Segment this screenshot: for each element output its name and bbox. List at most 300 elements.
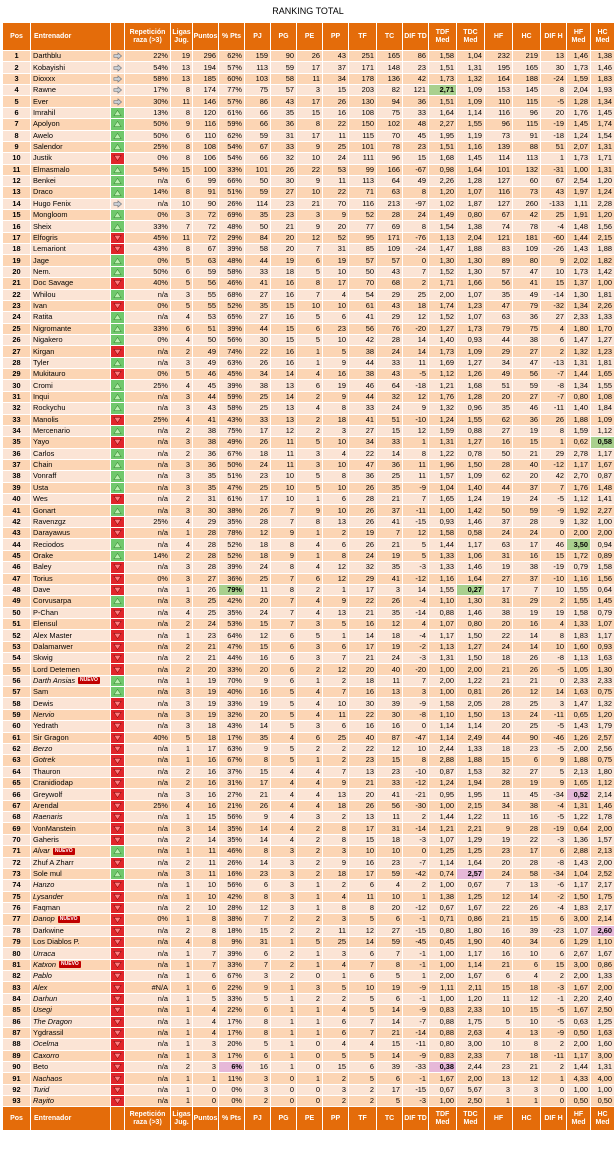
- cell-15: 1,24: [457, 494, 485, 505]
- cell-3: n/a: [125, 743, 171, 754]
- table-footer-header: [3, 1107, 615, 1131]
- header-col-6: % Pts: [219, 23, 245, 51]
- cell-5: 8: [193, 925, 219, 936]
- cell-12: 59: [377, 868, 403, 879]
- cell-8: 36: [271, 119, 297, 130]
- cell-14: 1,96: [429, 459, 457, 470]
- coach-name: Sole mul: [33, 869, 62, 879]
- cell-8: 90: [271, 51, 297, 62]
- cell-8: 5: [271, 755, 297, 766]
- cell-18: -8: [541, 653, 567, 664]
- cell-8: 6: [271, 641, 297, 652]
- cell-0: 28: [3, 357, 31, 368]
- cell-20: 1,24: [591, 187, 615, 198]
- cell-18: 9: [541, 255, 567, 266]
- table-row: [3, 573, 615, 584]
- cell-17: 19: [513, 425, 541, 436]
- cell-8: 15: [271, 323, 297, 334]
- table-row: [3, 891, 615, 902]
- cell-19: 1,48: [567, 221, 591, 232]
- cell-10: 5: [323, 982, 349, 993]
- cell-12: 102: [377, 119, 403, 130]
- cell-4: 3: [171, 721, 193, 732]
- cell-13: -11: [403, 1039, 429, 1050]
- trend-up-arrow-icon: [111, 868, 125, 879]
- cell-10: 3: [323, 914, 349, 925]
- cell-8: 27: [271, 187, 297, 198]
- cell-20: 1,88: [591, 244, 615, 255]
- coach-name: Tyler: [33, 357, 50, 367]
- cell-18: 2: [541, 596, 567, 607]
- cell-10: 19: [323, 380, 349, 391]
- cell-7: 21: [245, 789, 271, 800]
- cell-17: 45: [513, 789, 541, 800]
- cell-13: -1: [403, 914, 429, 925]
- cell-9: 3: [297, 85, 323, 96]
- cell-8: 5: [271, 721, 297, 732]
- cell-18: -5: [541, 721, 567, 732]
- trend-down-arrow-icon: [111, 721, 125, 732]
- cell-5: 35: [193, 482, 219, 493]
- cell-16: 32: [485, 766, 513, 777]
- cell-12: 75: [377, 107, 403, 118]
- cell-19: 3,50: [567, 539, 591, 550]
- cell-7: 31: [245, 937, 271, 948]
- cell-1: [31, 766, 111, 777]
- cell-15: 1,67: [457, 902, 485, 913]
- cell-4: 2: [171, 641, 193, 652]
- cell-7: 12: [245, 630, 271, 641]
- cell-0: 30: [3, 380, 31, 391]
- cell-14: 0,74: [429, 868, 457, 879]
- cell-6: 60%: [219, 73, 245, 84]
- cell-14: 1,76: [429, 391, 457, 402]
- cell-8: 19: [271, 255, 297, 266]
- cell-19: 1,83: [567, 630, 591, 641]
- cell-11: 22: [349, 743, 377, 754]
- cell-20: 1,56: [591, 573, 615, 584]
- coach-name: Torius: [33, 573, 53, 583]
- cell-14: 1,71: [429, 278, 457, 289]
- cell-4: 1: [171, 584, 193, 595]
- cell-8: 14: [271, 391, 297, 402]
- cell-4: 3: [171, 505, 193, 516]
- cell-7: 14: [245, 857, 271, 868]
- cell-4: 2: [171, 902, 193, 913]
- cell-14: 0,45: [429, 937, 457, 948]
- cell-15: 1,27: [457, 641, 485, 652]
- cell-3: 17%: [125, 85, 171, 96]
- cell-15: 2,11: [457, 982, 485, 993]
- trend-down-arrow-icon: [111, 891, 125, 902]
- cell-12: 56: [377, 800, 403, 811]
- cell-7: 27: [245, 312, 271, 323]
- cell-8: 7: [271, 618, 297, 629]
- page-title: RANKING TOTAL: [272, 6, 344, 16]
- cell-4: 8: [171, 153, 193, 164]
- cell-16: 63: [485, 539, 513, 550]
- cell-1: [31, 846, 111, 857]
- cell-11: 36: [349, 471, 377, 482]
- cell-9: 0: [297, 1084, 323, 1095]
- cell-18: 7: [541, 482, 567, 493]
- cell-5: 10: [193, 880, 219, 891]
- cell-20: 1,60: [591, 1039, 615, 1050]
- cell-12: 7: [377, 948, 403, 959]
- cell-16: 19: [485, 834, 513, 845]
- cell-14: 1,00: [429, 1096, 457, 1107]
- cell-14: 1,00: [429, 948, 457, 959]
- cell-5: 51: [193, 323, 219, 334]
- trend-right-arrow-icon: [111, 85, 125, 96]
- cell-5: 100: [193, 164, 219, 175]
- cell-11: 12: [349, 925, 377, 936]
- cell-0: 60: [3, 721, 31, 732]
- cell-18: 8: [541, 425, 567, 436]
- cell-17: 14: [513, 630, 541, 641]
- footer-col-16: HF: [485, 1107, 513, 1131]
- cell-20: 1,75: [591, 891, 615, 902]
- cell-4: 3: [171, 596, 193, 607]
- cell-6: 51%: [219, 187, 245, 198]
- cell-16: 35: [485, 403, 513, 414]
- cell-11: 17: [349, 823, 377, 834]
- cell-4: 3: [171, 289, 193, 300]
- table-row: [3, 312, 615, 323]
- coach-name: Mercenario: [33, 426, 70, 436]
- cell-15: 1,50: [457, 709, 485, 720]
- cell-12: 64: [377, 380, 403, 391]
- trend-up-arrow-icon: [111, 459, 125, 470]
- cell-10: 4: [323, 448, 349, 459]
- cell-19: 2,00: [567, 971, 591, 982]
- cell-1: [31, 51, 111, 62]
- cell-1: [31, 221, 111, 232]
- cell-6: 35%: [219, 516, 245, 527]
- cell-18: -46: [541, 732, 567, 743]
- cell-19: 1,44: [567, 232, 591, 243]
- cell-17: 8: [513, 1039, 541, 1050]
- cell-13: 9: [403, 403, 429, 414]
- cell-19: 2,78: [567, 448, 591, 459]
- cell-19: 1,43: [567, 244, 591, 255]
- cell-18: 2: [541, 346, 567, 357]
- cell-14: 1,00: [429, 505, 457, 516]
- table-row: [3, 425, 615, 436]
- cell-1: [31, 675, 111, 686]
- cell-12: 109: [377, 244, 403, 255]
- cell-9: 4: [297, 800, 323, 811]
- cell-1: [31, 584, 111, 595]
- trend-down-arrow-icon: [111, 902, 125, 913]
- cell-17: 260: [513, 198, 541, 209]
- cell-10: 18: [323, 868, 349, 879]
- cell-11: 251: [349, 51, 377, 62]
- cell-14: 0,93: [429, 516, 457, 527]
- cell-13: -10: [403, 414, 429, 425]
- cell-16: 20: [485, 857, 513, 868]
- cell-14: 1,24: [429, 778, 457, 789]
- cell-4: 1: [171, 880, 193, 891]
- cell-6: 6%: [219, 1061, 245, 1072]
- cell-11: 5: [349, 914, 377, 925]
- cell-17: 219: [513, 51, 541, 62]
- cell-12: 24: [377, 346, 403, 357]
- cell-14: 2,44: [429, 743, 457, 754]
- cell-10: 2: [323, 812, 349, 823]
- cell-6: 48%: [219, 255, 245, 266]
- cell-18: -9: [541, 1027, 567, 1038]
- cell-5: 36: [193, 448, 219, 459]
- cell-1: [31, 266, 111, 277]
- cell-18: -34: [541, 868, 567, 879]
- cell-3: 50%: [125, 130, 171, 141]
- cell-16: 20: [485, 391, 513, 402]
- cell-13: 14: [403, 334, 429, 345]
- trend-down-arrow-icon: [111, 562, 125, 573]
- footer-col-10: PP: [323, 1107, 349, 1131]
- cell-14: 1,21: [429, 823, 457, 834]
- cell-13: 24: [403, 210, 429, 221]
- table-row: [3, 164, 615, 175]
- cell-4: 2: [171, 494, 193, 505]
- cell-7: 8: [245, 846, 271, 857]
- cell-3: n/a: [125, 562, 171, 573]
- cell-0: 6: [3, 107, 31, 118]
- cell-7: 86: [245, 96, 271, 107]
- trend-up-arrow-icon: [111, 289, 125, 300]
- cell-8: 11: [271, 437, 297, 448]
- cell-8: 1: [271, 1027, 297, 1038]
- cell-3: n/a: [125, 857, 171, 868]
- cell-20: 1,78: [591, 812, 615, 823]
- cell-13: 8: [403, 755, 429, 766]
- cell-4: 4: [171, 539, 193, 550]
- cell-8: 2: [271, 914, 297, 925]
- cell-6: 35%: [219, 823, 245, 834]
- cell-8: 13: [271, 403, 297, 414]
- cell-6: 67%: [219, 448, 245, 459]
- cell-17: 34: [513, 937, 541, 948]
- cell-10: 25: [323, 141, 349, 152]
- cell-7: 24: [245, 459, 271, 470]
- cell-20: 1,41: [591, 494, 615, 505]
- cell-20: 0,75: [591, 687, 615, 698]
- cell-20: 1,34: [591, 96, 615, 107]
- cell-5: 50: [193, 334, 219, 345]
- cell-8: 14: [271, 369, 297, 380]
- cell-13: 49: [403, 175, 429, 186]
- cell-18: -5: [541, 1016, 567, 1027]
- coach-name: Sheix: [33, 221, 52, 231]
- cell-11: 47: [349, 459, 377, 470]
- new-badge: NUEVO: [80, 677, 98, 684]
- cell-17: 40: [513, 459, 541, 470]
- cell-6: 56%: [219, 812, 245, 823]
- coach-name: Corvusarpa: [33, 596, 72, 606]
- cell-0: 85: [3, 1005, 31, 1016]
- cell-14: 1,33: [429, 562, 457, 573]
- cell-7: 8: [245, 891, 271, 902]
- cell-1: [31, 982, 111, 993]
- cell-8: 11: [271, 448, 297, 459]
- cell-11: 101: [349, 141, 377, 152]
- cell-15: 2,63: [457, 1027, 485, 1038]
- cell-13: 1: [403, 437, 429, 448]
- cell-5: 23: [193, 630, 219, 641]
- trend-down-arrow-icon: [111, 732, 125, 743]
- cell-18: 9: [541, 778, 567, 789]
- cell-7: 26: [245, 437, 271, 448]
- cell-4: 1: [171, 1050, 193, 1061]
- cell-5: 110: [193, 130, 219, 141]
- header-col-10: PP: [323, 23, 349, 51]
- trend-up-arrow-icon: [111, 312, 125, 323]
- cell-13: 12: [403, 528, 429, 539]
- cell-1: [31, 596, 111, 607]
- cell-18: -31: [541, 164, 567, 175]
- cell-14: 1,13: [429, 641, 457, 652]
- cell-13: -9: [403, 698, 429, 709]
- cell-13: 0: [403, 255, 429, 266]
- cell-4: 1: [171, 891, 193, 902]
- cell-8: 0: [271, 1084, 297, 1095]
- cell-17: 17: [513, 539, 541, 550]
- cell-17: 79: [513, 300, 541, 311]
- cell-8: 3: [271, 857, 297, 868]
- cell-1: [31, 73, 111, 84]
- cell-13: 23: [403, 62, 429, 73]
- cell-16: 116: [485, 107, 513, 118]
- cell-7: 6: [245, 1005, 271, 1016]
- cell-16: 121: [485, 232, 513, 243]
- cell-9: 9: [297, 221, 323, 232]
- cell-8: 3: [271, 891, 297, 902]
- cell-6: 43%: [219, 414, 245, 425]
- cell-3: n/a: [125, 755, 171, 766]
- cell-0: 80: [3, 948, 31, 959]
- cell-5: 21: [193, 653, 219, 664]
- cell-0: 71: [3, 846, 31, 857]
- cell-11: 8: [349, 902, 377, 913]
- cell-9: 3: [297, 721, 323, 732]
- coach-name: Elfogris: [33, 232, 58, 242]
- cell-3: 14%: [125, 550, 171, 561]
- cell-6: 51%: [219, 471, 245, 482]
- cell-15: 1,31: [457, 62, 485, 73]
- footer-col-8: PG: [271, 1107, 297, 1131]
- cell-1: [31, 868, 111, 879]
- cell-0: 53: [3, 641, 31, 652]
- trend-down-arrow-icon: [111, 834, 125, 845]
- cell-19: 4,33: [567, 1073, 591, 1084]
- cell-15: 1,30: [457, 596, 485, 607]
- cell-11: 6: [349, 880, 377, 891]
- cell-10: 7: [323, 653, 349, 664]
- cell-7: 9: [245, 982, 271, 993]
- cell-18: 6: [541, 334, 567, 345]
- cell-6: 74%: [219, 346, 245, 357]
- cell-10: 2: [323, 1073, 349, 1084]
- cell-10: 31: [323, 244, 349, 255]
- coach-name: Greywolf: [33, 789, 63, 799]
- cell-6: 43%: [219, 721, 245, 732]
- cell-3: n/a: [125, 1050, 171, 1061]
- cell-3: n/a: [125, 675, 171, 686]
- cell-0: 78: [3, 925, 31, 936]
- cell-6: 58%: [219, 403, 245, 414]
- cell-9: 6: [297, 380, 323, 391]
- table-row: [3, 1084, 615, 1095]
- cell-16: 83: [485, 244, 513, 255]
- cell-3: n/a: [125, 403, 171, 414]
- cell-5: 16: [193, 755, 219, 766]
- cell-18: 10: [541, 584, 567, 595]
- cell-15: 2,21: [457, 823, 485, 834]
- trend-down-arrow-icon: [111, 914, 125, 925]
- cell-17: 41: [513, 278, 541, 289]
- table-row: [3, 914, 615, 925]
- cell-4: 4: [171, 312, 193, 323]
- cell-12: 32: [377, 391, 403, 402]
- cell-11: 41: [349, 414, 377, 425]
- cell-14: 0,67: [429, 902, 457, 913]
- cell-10: 13: [323, 789, 349, 800]
- trend-up-arrow-icon: [111, 471, 125, 482]
- cell-17: 91: [513, 130, 541, 141]
- cell-14: 2,00: [429, 289, 457, 300]
- trend-down-arrow-icon: [111, 300, 125, 311]
- table-row: [3, 346, 615, 357]
- cell-11: 54: [349, 289, 377, 300]
- cell-16: 16: [485, 948, 513, 959]
- cell-12: 28: [377, 210, 403, 221]
- cell-14: 1,07: [429, 834, 457, 845]
- table-row: [3, 1005, 615, 1016]
- cell-12: 165: [377, 51, 403, 62]
- cell-16: 7: [485, 1050, 513, 1061]
- cell-6: 39%: [219, 380, 245, 391]
- cell-8: 8: [271, 539, 297, 550]
- table-row: [3, 618, 615, 629]
- cell-19: 1,67: [567, 1005, 591, 1016]
- cell-10: 6: [323, 494, 349, 505]
- cell-3: n/a: [125, 1016, 171, 1027]
- cell-10: 22: [323, 119, 349, 130]
- cell-16: 44: [485, 482, 513, 493]
- cell-5: 11: [193, 868, 219, 879]
- cell-12: 78: [377, 141, 403, 152]
- coach-name: Nachaos: [33, 1073, 63, 1083]
- cell-11: 20: [349, 789, 377, 800]
- cell-8: 58: [271, 73, 297, 84]
- cell-7: 3: [245, 1084, 271, 1095]
- coach-name: Carlos: [33, 448, 55, 458]
- cell-12: 26: [377, 596, 403, 607]
- cell-13: -1: [403, 948, 429, 959]
- cell-5: 5: [193, 993, 219, 1004]
- cell-0: 90: [3, 1061, 31, 1072]
- cell-16: 101: [485, 164, 513, 175]
- cell-20: 1,57: [591, 834, 615, 845]
- cell-11: 95: [349, 232, 377, 243]
- trend-down-arrow-icon: [111, 630, 125, 641]
- cell-1: [31, 1005, 111, 1016]
- cell-17: 27: [513, 391, 541, 402]
- cell-1: [31, 414, 111, 425]
- coach-name: Dave: [33, 585, 51, 595]
- table-row: [3, 755, 615, 766]
